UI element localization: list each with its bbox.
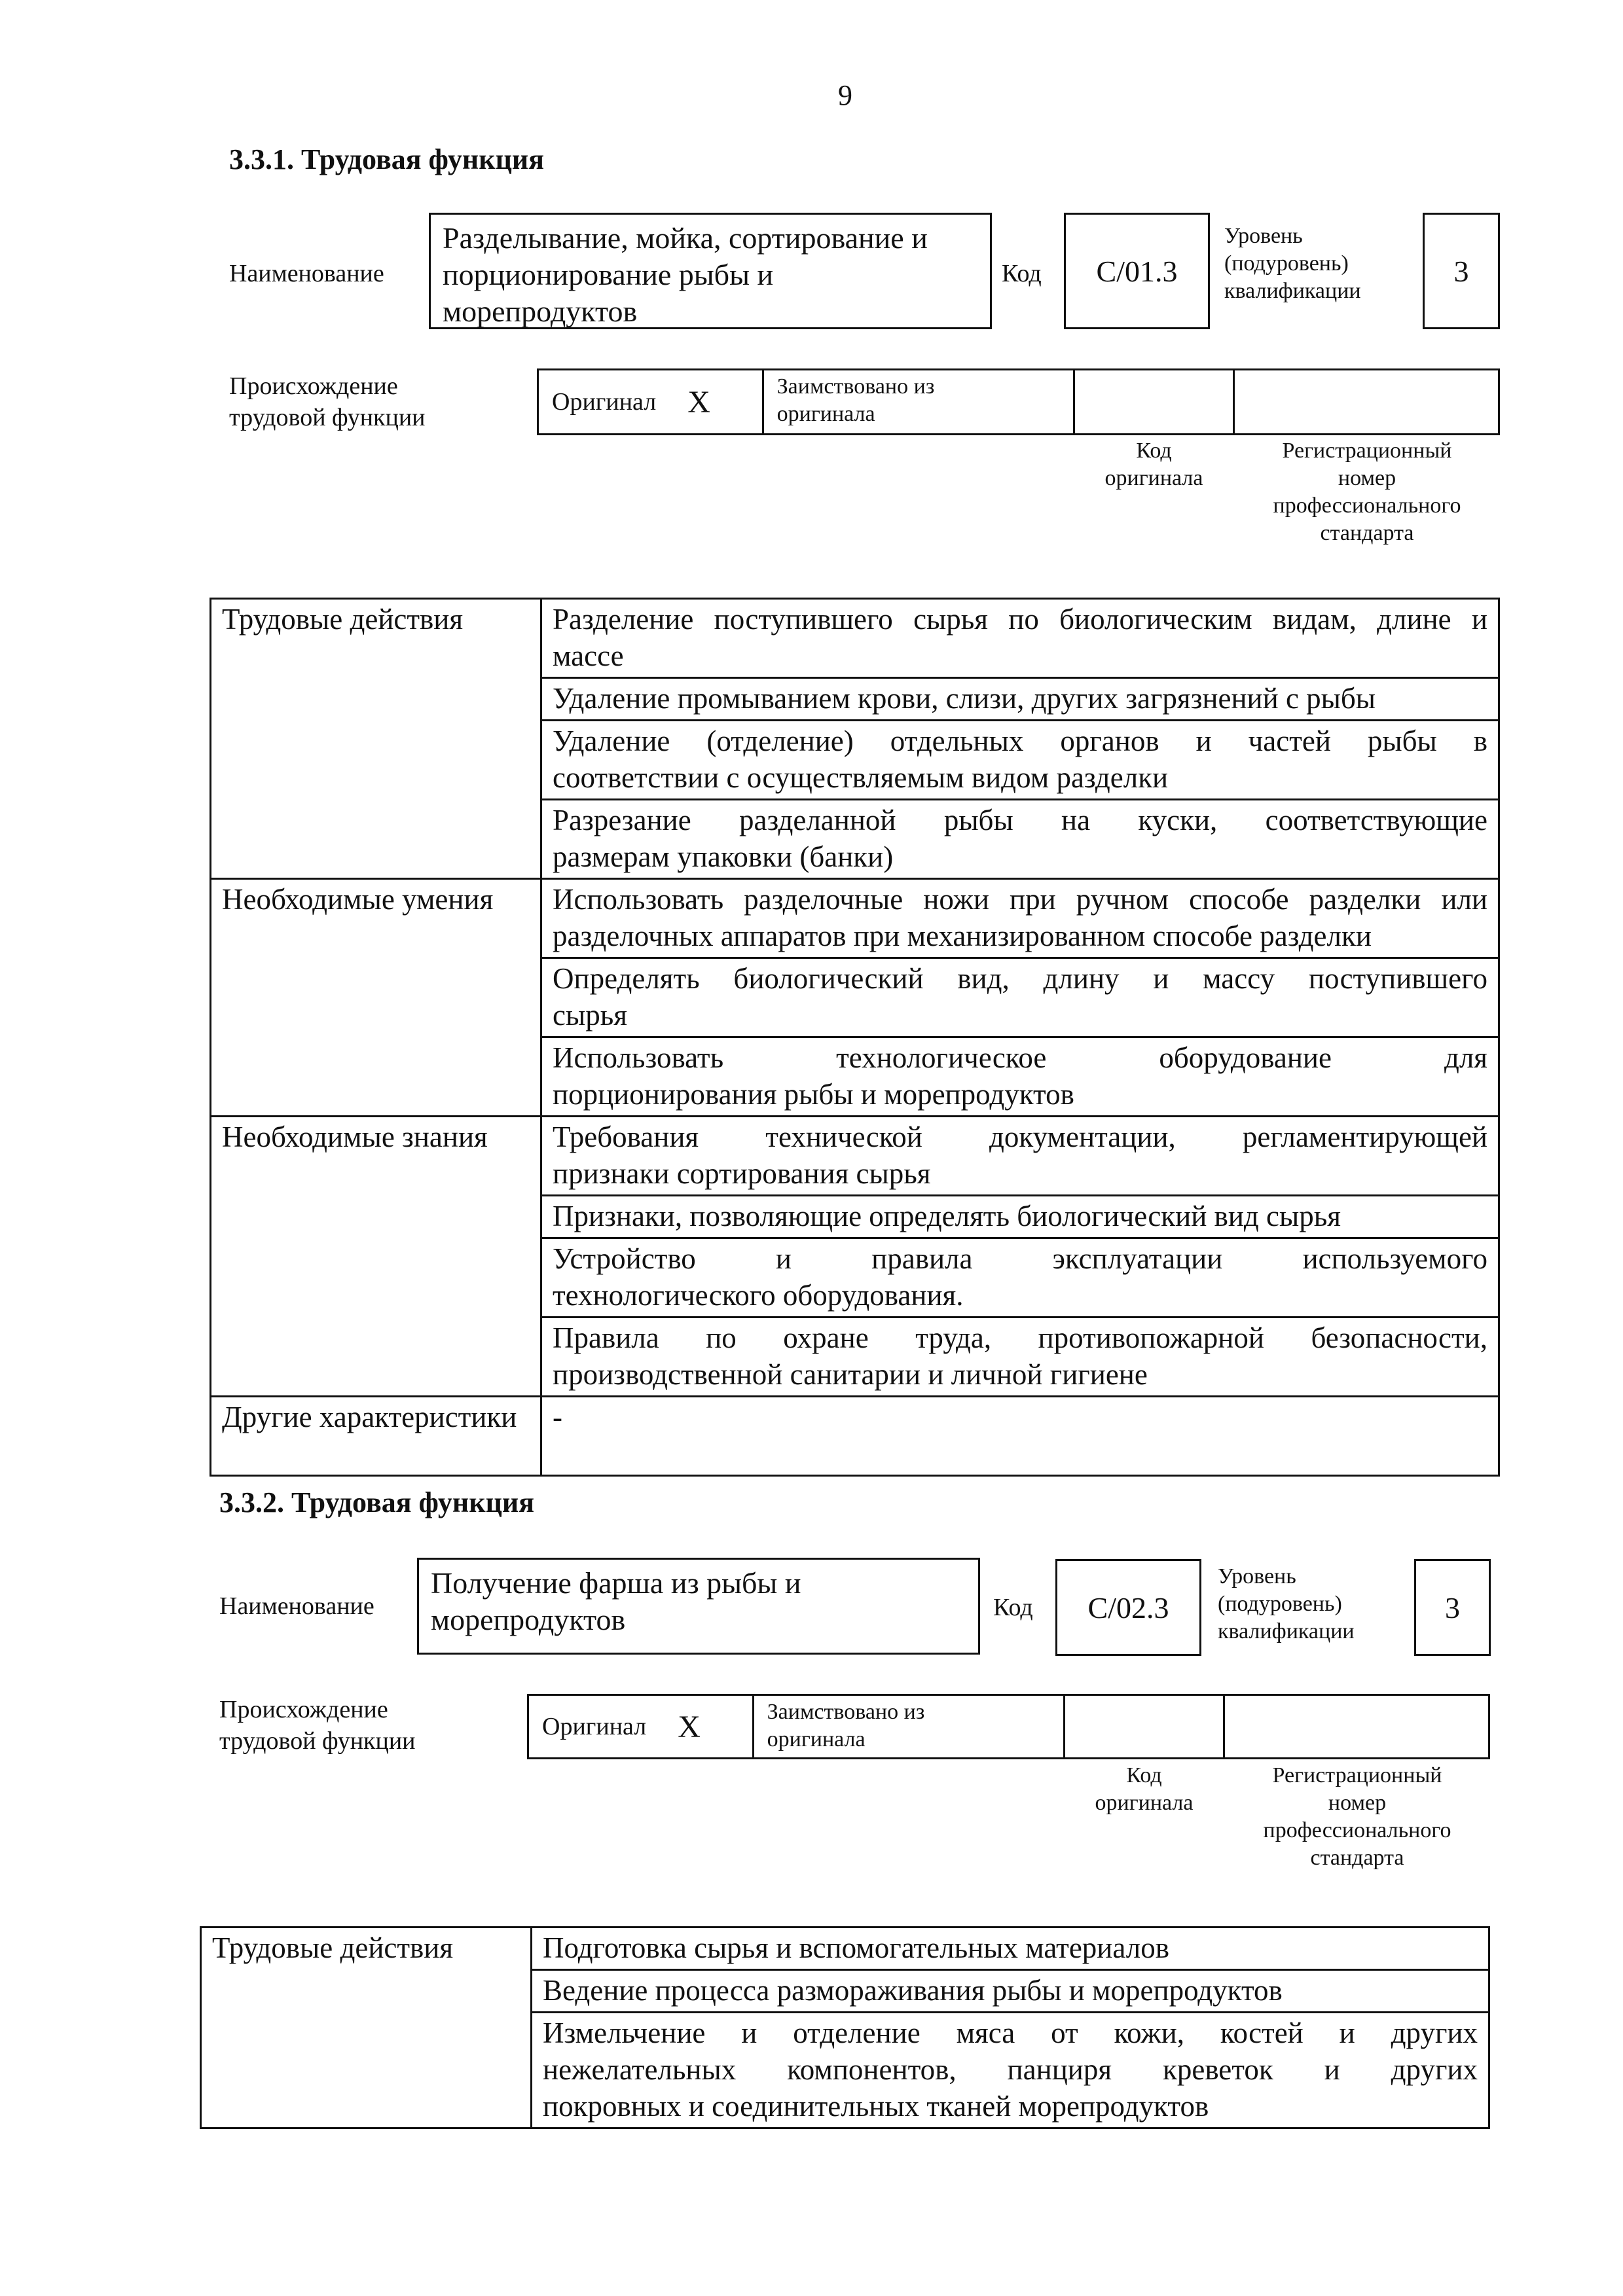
item-cell	[541, 599, 1499, 678]
item-line: Использовать технологическое оборудование для	[553, 1041, 1487, 1074]
original-label: Оригинал	[552, 388, 657, 416]
item-cell	[541, 1117, 1499, 1196]
reg-number-cell	[1225, 1696, 1488, 1757]
item-line: сырья	[553, 999, 627, 1031]
item-cell	[541, 879, 1499, 958]
borrowed-label-line: оригинала	[776, 402, 875, 426]
item-line: размерам упаковки (банки)	[553, 840, 894, 873]
original-code-cell	[1065, 1696, 1225, 1757]
name-label: Наименование	[229, 260, 384, 287]
name-label: Наименование	[219, 1592, 374, 1620]
origin-label-line: Происхождение	[219, 1696, 388, 1723]
item-cell: Ведение процесса размораживания рыбы и морепродуктов	[532, 1970, 1489, 2013]
original-label: Оригинал	[542, 1713, 647, 1740]
borrowed-label-line: Заимствовано из	[767, 1700, 925, 1724]
borrowed-label-line: оригинала	[767, 1727, 866, 1751]
item-line: Правила по охране труда, противопожарной безопасности,	[553, 1321, 1487, 1354]
item-line: нежелательных компонентов, панциря креветок и других	[543, 2053, 1478, 2086]
level-value: 3	[1414, 1559, 1491, 1656]
table-row	[211, 1117, 1499, 1196]
name-line: Получение фарша из рыбы и	[431, 1566, 801, 1600]
category-cell: Трудовые действия	[211, 599, 541, 879]
caption-line: Код	[1136, 439, 1172, 463]
item-cell	[541, 958, 1499, 1037]
page-number: 9	[838, 79, 852, 111]
origin-table	[537, 368, 1500, 435]
level-label-line: Уровень	[1224, 224, 1303, 248]
table-row	[201, 1928, 1489, 1970]
original-cell	[539, 370, 764, 433]
item-cell	[532, 2013, 1489, 2128]
category-cell: Трудовые действия	[201, 1928, 532, 2128]
level-label-line: Уровень	[1218, 1564, 1296, 1588]
item-line: технологического оборудования.	[553, 1279, 964, 1312]
item-line: порционирования рыбы и морепродуктов	[553, 1078, 1074, 1111]
item-line: массе	[553, 639, 624, 672]
origin-label-line: Происхождение	[229, 372, 398, 400]
caption-line: оригинала	[1104, 466, 1203, 490]
caption-line: профессионального	[1263, 1818, 1451, 1842]
item-line: Измельчение и отделение мяса от кожи, костей и других	[543, 2017, 1478, 2049]
item-line: соответствии с осуществляемым видом разделки	[553, 761, 1169, 794]
item-cell: Удаление промыванием крови, слизи, других загрязнений с рыбы	[541, 678, 1499, 721]
level-label	[1218, 1563, 1355, 1645]
item-line: разделочных аппаратов при механизированном способе разделки	[553, 920, 1372, 952]
origin-table	[527, 1694, 1490, 1759]
borrowed-label-line: Заимствовано из	[776, 374, 935, 399]
code-value: С/02.3	[1055, 1559, 1201, 1656]
item-line: производственной санитарии и личной гигиене	[553, 1358, 1148, 1391]
level-label	[1224, 223, 1361, 305]
item-cell	[541, 1238, 1499, 1318]
original-mark: X	[687, 384, 710, 420]
item-cell	[541, 800, 1499, 879]
reg-number-caption	[1225, 1762, 1489, 1872]
function-table	[200, 1926, 1490, 2129]
code-original-caption	[1074, 437, 1234, 492]
item-line: Удаление (отделение) отдельных органов и частей рыбы в	[553, 725, 1487, 757]
category-cell: Необходимые знания	[211, 1117, 541, 1397]
caption-line: Код	[1126, 1763, 1162, 1787]
table-row	[211, 1397, 1499, 1476]
item-cell: -	[541, 1397, 1499, 1476]
item-line: Определять биологический вид, длину и массу поступившего	[553, 962, 1487, 995]
caption-line: Регистрационный	[1272, 1763, 1442, 1787]
section-title: 3.3.1. Трудовая функция	[229, 143, 545, 175]
original-cell	[529, 1696, 754, 1757]
borrowed-cell	[764, 370, 1075, 433]
item-cell	[541, 1318, 1499, 1397]
item-line: Требования технической документации, регламентирующей	[553, 1121, 1487, 1153]
name-field	[429, 213, 992, 329]
item-cell	[541, 721, 1499, 800]
item-line: признаки сортирования сырья	[553, 1157, 931, 1190]
item-line: Разрезание разделанной рыбы на куски, соответствующие	[553, 804, 1487, 836]
category-cell: Другие характеристики	[211, 1397, 541, 1476]
item-line: Использовать разделочные ножи при ручном способе разделки или	[553, 883, 1487, 916]
reg-number-cell	[1235, 370, 1498, 433]
name-line: порционирование рыбы и	[443, 258, 774, 291]
name-field	[417, 1558, 980, 1655]
code-label: Код	[993, 1594, 1033, 1621]
name-line: Разделывание, мойка, сортирование и	[443, 221, 928, 255]
level-label-line: квалификации	[1224, 279, 1361, 303]
origin-label	[229, 370, 426, 433]
name-line: морепродуктов	[443, 295, 638, 328]
name-line: морепродуктов	[431, 1603, 626, 1636]
level-value: 3	[1423, 213, 1500, 329]
caption-line: оригинала	[1095, 1791, 1194, 1815]
code-original-caption	[1064, 1762, 1224, 1817]
item-line: покровных и соединительных тканей морепродуктов	[543, 2090, 1209, 2123]
level-label-line: (подуровень)	[1218, 1592, 1342, 1616]
level-label-line: (подуровень)	[1224, 251, 1349, 276]
origin-label-line: трудовой функции	[219, 1727, 416, 1755]
table-row	[211, 879, 1499, 958]
item-line: Разделение поступившего сырья по биологическим видам, длине и	[553, 603, 1487, 636]
reg-number-caption	[1235, 437, 1499, 547]
item-cell: Признаки, позволяющие определять биологический вид сырья	[541, 1196, 1499, 1238]
item-line: Устройство и правила эксплуатации используемого	[553, 1242, 1487, 1275]
caption-line: номер	[1328, 1791, 1387, 1815]
category-cell: Необходимые умения	[211, 879, 541, 1117]
caption-line: стандарта	[1320, 521, 1414, 545]
code-value: С/01.3	[1064, 213, 1210, 329]
item-cell	[541, 1037, 1499, 1117]
original-mark: X	[678, 1709, 701, 1744]
function-table	[210, 598, 1500, 1477]
borrowed-cell	[754, 1696, 1065, 1757]
original-code-cell	[1075, 370, 1235, 433]
table-row	[211, 599, 1499, 678]
code-label: Код	[1002, 260, 1042, 287]
caption-line: номер	[1338, 466, 1396, 490]
origin-label-line: трудовой функции	[229, 404, 426, 431]
item-cell: Подготовка сырья и вспомогательных материалов	[532, 1928, 1489, 1970]
origin-label	[219, 1694, 416, 1757]
section-title: 3.3.2. Трудовая функция	[219, 1486, 535, 1518]
caption-line: стандарта	[1310, 1846, 1404, 1870]
caption-line: профессионального	[1273, 493, 1461, 518]
level-label-line: квалификации	[1218, 1619, 1355, 1643]
caption-line: Регистрационный	[1282, 439, 1452, 463]
